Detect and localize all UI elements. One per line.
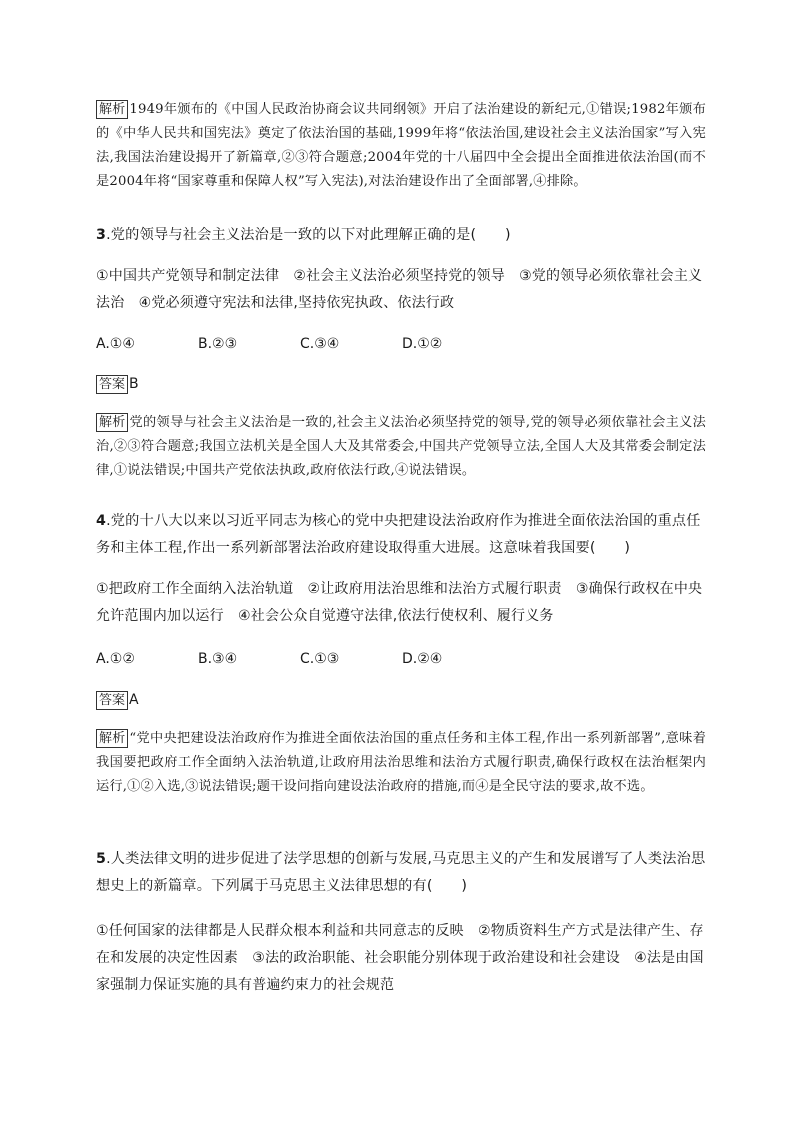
q5-stem (96, 846, 706, 900)
q3-statements: ①中国共产党领导和制定法律 ②社会主义法治必须坚持党的领导 ③党的领导必须依靠社会主义法治 ④党必须遵守宪法和法律,坚持依宪执政、依法行政 (96, 268, 703, 311)
q3-choice-c[interactable]: C.③④ (300, 336, 340, 352)
q4-choice-c[interactable]: C.①③ (300, 651, 340, 667)
q3-answer-value: B (129, 376, 139, 392)
q4-answer-value: A (129, 692, 139, 708)
q4-stem-text: .党的十八大以来以习近平同志为核心的党中央把建设法治政府作为推进全面依法治国的重点任务和主体工程,作出一系列新部署法治政府建设取得重大进展。这意味着我国要( ) (96, 513, 701, 556)
q3-answer (96, 374, 706, 394)
q2-explanation (96, 98, 706, 194)
explanation-tag: 解析 (96, 413, 128, 432)
q4-choice-a[interactable]: A.①② (96, 651, 135, 667)
q3-explanation (96, 411, 706, 483)
q4-choice-d[interactable]: D.②④ (402, 651, 443, 667)
q5-stem-text: .人类法律文明的进步促进了法学思想的创新与发展,马克思主义的产生和发展谱写了人类法治思想史上的新篇章。下列属于马克思主义法律思想的有( ) (96, 851, 706, 894)
q4-statements: ①把政府工作全面纳入法治轨道 ②让政府用法治思维和法治方式履行职责 ③确保行政权在中央允许范围内加以运行 ④社会公众自觉遵守法律,依法行使权利、履行义务 (96, 581, 703, 624)
q4-choice-b[interactable]: B.③④ (198, 651, 238, 667)
q3-stem-text: .党的领导与社会主义法治是一致的以下对此理解正确的是( ) (106, 227, 511, 243)
q4-explanation-text: “党中央把建设法治政府作为推进全面依法治国的重点任务和主体工程,作出一系列新部署”,意味着我国要把政府工作全面纳入法治轨道,让政府用法治思维和法治方式履行职责,确保行政权在法治框架内运行,①②入选,③说法错误;题干设问指向建设法治政府的措施,而④是全民守法的要求,故不选。 (96, 731, 706, 794)
q3-choice-d[interactable]: D.①② (402, 336, 443, 352)
q5-statements: ①任何国家的法律都是人民群众根本利益和共同意志的反映 ②物质资料生产方式是法律产生、存在和发展的决定性因素 ③法的政治职能、社会职能分别体现于政治建设和社会建设 ④法是由国家强制力保证实施的具有普遍约束力的社会规范 (96, 923, 704, 993)
explanation-tag: 解析 (96, 100, 128, 119)
q4-explanation (96, 727, 706, 799)
q2-explanation-text: 1949年颁布的《中国人民政治协商会议共同纲领》开启了法治建设的新纪元,①错误;1982年颁布的《中华人民共和国宪法》奠定了依法治国的基础,1999年将“依法治国,建设社会主义法治国家”写入宪法,我国法治建设揭开了新篇章,②③符合题意;2004年党的十八届四中全会提出全面推进依法治国(而不是2004年将“国家尊重和保障人权”写入宪法),对法治建设作出了全面部署,④排除。 (96, 102, 706, 189)
q4-stem (96, 508, 706, 562)
q3-choice-b[interactable]: B.②③ (198, 336, 238, 352)
answer-tag: 答案 (96, 375, 128, 394)
q3-stem (96, 222, 706, 249)
q5-number: 5 (96, 851, 107, 867)
answer-tag: 答案 (96, 691, 128, 710)
q3-explanation-text: 党的领导与社会主义法治是一致的,社会主义法治必须坚持党的领导,党的领导必须依靠社会主义法治,②③符合题意;我国立法机关是全国人大及其常委会,中国共产党领导立法,全国人大及其常委会制定法律,①说法错误;中国共产党依法执政,政府依法行政,④说法错误。 (96, 415, 706, 478)
q3-choices (96, 334, 706, 354)
q3-choice-a[interactable]: A.①④ (96, 336, 135, 352)
q4-answer (96, 690, 706, 710)
q3-number: 3 (96, 227, 107, 243)
explanation-tag: 解析 (96, 729, 128, 748)
q4-number: 4 (96, 513, 107, 529)
q4-choices (96, 649, 706, 669)
